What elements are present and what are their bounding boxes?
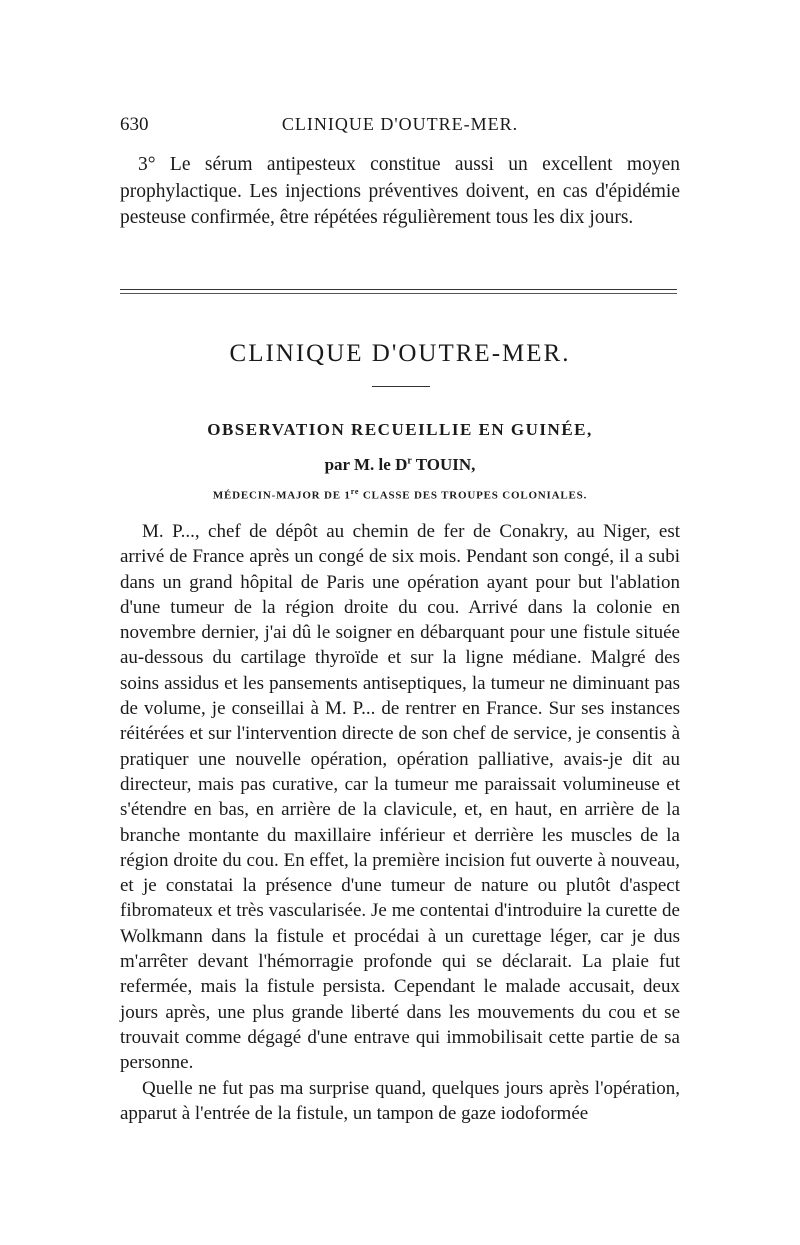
author-prefix: par M. le D	[324, 455, 408, 474]
rank-suffix: CLASSE DES TROUPES COLONIALES.	[359, 489, 588, 502]
author-superscript: r	[407, 455, 412, 467]
section-title: CLINIQUE D'OUTRE-MER.	[229, 340, 571, 367]
author-name: TOUIN,	[411, 455, 476, 474]
section-separator-rule-thin	[120, 293, 677, 294]
body-paragraph-2: Quelle ne fut pas ma surprise quand, quelques jours après l'opération, apparut à l'entrée de la fistule, un tampon de gaze iodoformée	[120, 1077, 680, 1124]
author-line	[120, 455, 680, 475]
page-number: 630	[120, 114, 149, 135]
author-rank-line	[120, 487, 680, 502]
running-header	[120, 114, 680, 140]
section-separator-rule	[120, 289, 677, 290]
lead-paragraph-block	[120, 152, 680, 232]
observation-title: OBSERVATION RECUEILLIE EN GUINÉE,	[207, 420, 593, 439]
title-underline-rule	[372, 386, 430, 387]
body-paragraph-1: M. P..., chef de dépôt au chemin de fer de Conakry, au Niger, est arrivé de France après un congé de six mois. Pendant son congé, il a subi dans un grand hôpital de Paris une opération ayant pour but l'ablation d'une tumeur de la région droite du cou. Arrivé dans la colonie en novembre dernier, j'ai dû le soigner en débarquant pour une fistule située au-dessous du cartilage thyroïde et sur la ligne médiane. Malgré des soins assidus et les pansements antiseptiques, la tumeur ne diminuant pas de volume, je conseillai à M. P... de rentrer en France. Sur ses instances réitérées et sur l'intervention directe de son chef de service, je consentis à pratiquer une nouvelle opération, opération palliative, avais-je dit au directeur, mais pas curative, car la tumeur me paraissait volumineuse et s'étendre en bas, en arrière de la clavicule, et, en haut, en arrière de la branche montante du maxillaire inférieur et derrière les muscles de la région droite du cou. En effet, la première incision fut ouverte à nouveau, et je constatai la présence d'une tumeur de nature ou plutôt d'aspect fibromateux et très vascularisée. Je me contentai d'introduire la curette de Wolkmann dans la fistule et procédai à un curettage léger, car je dus m'arrêter devant l'hémorragie profonde qui se déclarait. La plaie fut refermée, mais la fistule persista. Cependant le malade accusait, deux jours après, une plus grande liberté dans les mouvements du cou et se trouvait comme dégagé d'une entrave qui immobilisait cette partie de sa personne.	[120, 521, 680, 1074]
lead-paragraph: 3° Le sérum antipesteux constitue aussi un excellent moyen prophylactique. Les injections préventives doivent, en cas d'épidémie pesteuse confirmée, être répétées régulièrement tous les dix jours.	[120, 154, 680, 228]
running-title: CLINIQUE D'OUTRE-MER.	[281, 114, 519, 134]
body-text	[120, 519, 680, 1126]
rank-superscript: re	[350, 487, 360, 496]
rank-prefix: MÉDECIN-MAJOR DE 1	[212, 489, 351, 502]
